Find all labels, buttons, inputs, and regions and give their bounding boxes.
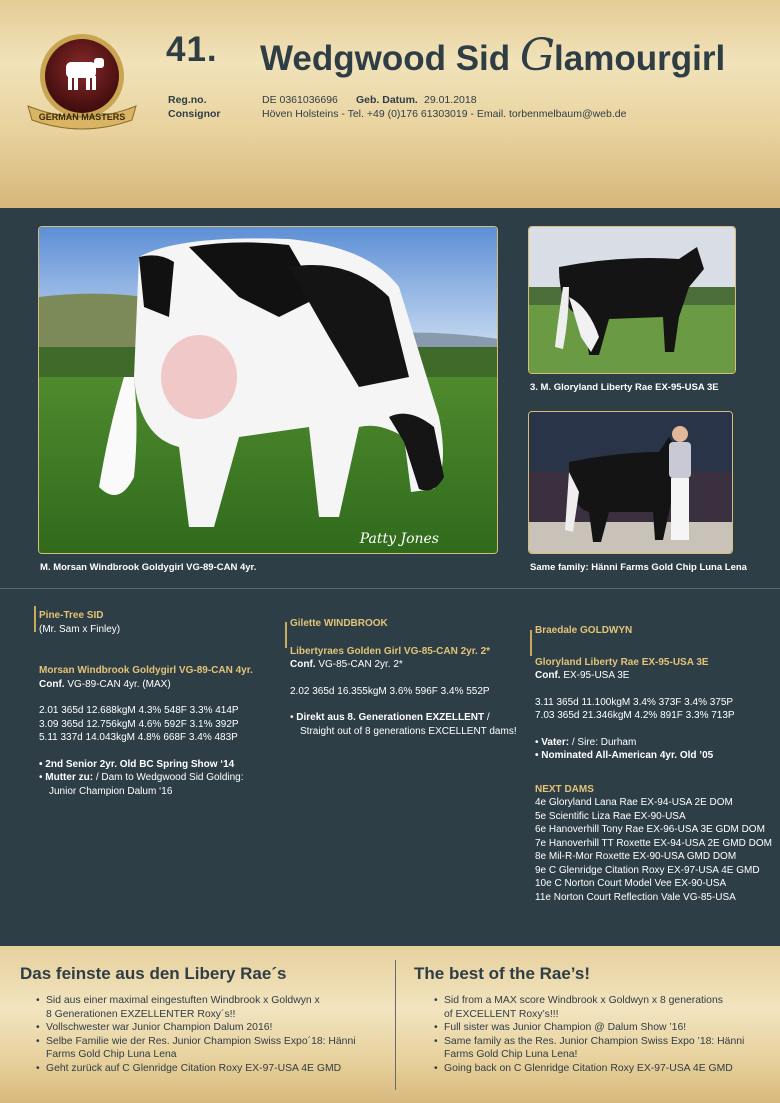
col2-bar bbox=[285, 622, 287, 648]
col3-bullet-2: • Nominated All-American 4yr. Old ’05 bbox=[535, 750, 714, 761]
col2-conf: Conf. VG-85-CAN 2yr. 2* bbox=[290, 659, 403, 670]
top-right-cow-photo bbox=[528, 226, 736, 374]
reg-value: DE 0361036696 bbox=[262, 94, 338, 106]
col1-lactation-1: 2.01 365d 12.688kgM 4.3% 548F 3.3% 414P bbox=[39, 705, 239, 716]
footer-left-item-1: • Sid aus einer maximal eingestuften Windbrook x Goldwyn x bbox=[36, 994, 386, 1008]
bottom-right-cow-photo bbox=[528, 411, 733, 554]
col3-bar bbox=[530, 630, 532, 656]
next-dam-6: 6e Hanoverhill Tony Rae EX-96-USA 3E GDM DOM bbox=[535, 824, 765, 835]
footer-right-item-3: • Same family as the Res. Junior Champion Swiss Expo ’18: Hänni bbox=[434, 1035, 774, 1049]
footer-right-item-1: • Sid from a MAX score Windbrook x Goldwyn x 8 generations bbox=[434, 994, 774, 1008]
consignor-value: Höven Holsteins - Tel. +49 (0)176 61303019 - Email. torbenmelbaum@web.de bbox=[262, 108, 627, 120]
col1-conf: Conf. VG-89-CAN 4yr. (MAX) bbox=[39, 678, 171, 690]
footer-right-item-2: • Full sister was Junior Champion @ Dalum Show ’16! bbox=[434, 1021, 774, 1035]
col1-sire-parents: (Mr. Sam x Finley) bbox=[39, 623, 121, 635]
birth-label: Geb. Datum. bbox=[356, 94, 418, 106]
next-dam-9: 9e C Glenridge Citation Roxy EX-97-USA 4E GMD bbox=[535, 864, 760, 876]
lot-number: 41. bbox=[166, 30, 218, 69]
col3-dam: Gloryland Liberty Rae EX-95-USA 3E bbox=[535, 656, 709, 668]
col1-bar bbox=[34, 606, 36, 632]
col3-conf: Conf. EX-95-USA 3E bbox=[535, 670, 630, 681]
footer-right-item-3-cont: Farms Gold Chip Luna Lena! bbox=[444, 1049, 578, 1060]
footer bbox=[0, 946, 780, 1103]
next-dam-11: 11e Norton Court Reflection Vale VG-85-USA bbox=[535, 891, 736, 903]
next-dam-8: 8e Mil-R-Mor Roxette EX-90-USA GMD DOM bbox=[535, 851, 737, 862]
main-cow-photo bbox=[38, 226, 498, 554]
footer-left-title: Das feinste aus den Libery Rae´s bbox=[20, 964, 287, 983]
col3-bullet-1: • Vater: / Sire: Durham bbox=[535, 736, 637, 748]
col1-bullet-1: • 2nd Senior 2yr. Old BC Spring Show ‘14 bbox=[39, 758, 235, 770]
footer-left-item-4: • Geht zurück auf C Glenridge Citation Roxy EX-97-USA 4E GMD bbox=[36, 1062, 386, 1076]
footer-left-item-3: • Selbe Familie wie der Res. Junior Champion Swiss Expo´18: Hänni bbox=[36, 1035, 386, 1049]
col3-lactation-2: 7.03 365d 21.346kgM 4.2% 891F 3.3% 713P bbox=[535, 710, 735, 721]
col2-bullet-1: • Direkt aus 8. Generationen EXZELLENT / bbox=[290, 712, 490, 723]
footer-left-item-1-cont: 8 Generationen EXZELLENTER Roxy´s!! bbox=[46, 1008, 236, 1020]
col1-bullet-2-cont: Junior Champion Dalum ‘16 bbox=[49, 785, 173, 797]
footer-right-item-1-cont: of EXCELLENT Roxy’s!!! bbox=[444, 1008, 559, 1020]
col1-dam: Morsan Windbrook Goldygirl VG-89-CAN 4yr. bbox=[39, 665, 253, 676]
top-right-caption: 3. M. Gloryland Liberty Rae EX-95-USA 3E bbox=[530, 382, 719, 393]
birth-value: 29.01.2018 bbox=[424, 94, 477, 106]
next-dam-4: 4e Gloryland Lana Rae EX-94-USA 2E DOM bbox=[535, 797, 733, 808]
pedigree-col3 bbox=[535, 624, 775, 904]
svg-text:GERMAN MASTERS: GERMAN MASTERS bbox=[38, 112, 126, 122]
col1-lactation-3: 5.11 337d 14.043kgM 4.8% 668F 3.4% 483P bbox=[39, 732, 238, 743]
footer-right-list bbox=[434, 994, 774, 1075]
col3-sire: Braedale GOLDWYN bbox=[535, 625, 633, 636]
german-masters-logo bbox=[22, 32, 142, 134]
main-photo-caption: M. Morsan Windbrook Goldygirl VG-89-CAN 4yr. bbox=[40, 562, 257, 573]
col2-bullet-1-cont: Straight out of 8 generations EXCELLENT dams! bbox=[300, 725, 517, 737]
consignor-label: Consignor bbox=[168, 108, 221, 120]
lot-title: Wedgwood Sid Glamourgirl bbox=[260, 30, 726, 81]
pedigree-col2 bbox=[290, 617, 530, 738]
col2-lactation-1: 2.02 365d 16.355kgM 3.6% 596F 3.4% 552P bbox=[290, 685, 490, 697]
next-dam-7: 7e Hanoverhill TT Roxette EX-94-USA 2E GMD DOM bbox=[535, 837, 772, 849]
footer-left-list bbox=[36, 994, 386, 1075]
col2-dam: Libertyraes Golden Girl VG-85-CAN 2yr. 2* bbox=[290, 645, 491, 657]
svg-text:Patty Jones: Patty Jones bbox=[359, 531, 439, 547]
next-dam-5: 5e Scientific Liza Rae EX-90-USA bbox=[535, 810, 686, 822]
header bbox=[0, 0, 780, 208]
footer-left-item-3-cont: Farms Gold Chip Luna Lena bbox=[46, 1049, 177, 1060]
footer-divider bbox=[395, 960, 396, 1090]
pedigree-col1 bbox=[39, 609, 279, 798]
footer-right-title: The best of the Rae’s! bbox=[414, 964, 591, 983]
footer-right-item-4: • Going back on C Glenridge Citation Roxy EX-97-USA 4E GMD bbox=[434, 1062, 774, 1076]
col1-lactation-2: 3.09 365d 12.756kgM 4.6% 592F 3.1% 392P bbox=[39, 718, 239, 730]
next-dam-10: 10e C Norton Court Model Vee EX-90-USA bbox=[535, 878, 727, 889]
col3-lactation-1: 3.11 365d 11.100kgM 3.4% 373F 3.4% 375P bbox=[535, 696, 734, 708]
reg-label: Reg.no. bbox=[168, 94, 207, 106]
bottom-right-caption: Same family: Hänni Farms Gold Chip Luna Lena bbox=[530, 562, 747, 573]
section-divider bbox=[0, 588, 780, 589]
col1-sire: Pine-Tree SID bbox=[39, 610, 104, 621]
footer-left-item-2: • Vollschwester war Junior Champion Dalum 2016! bbox=[36, 1021, 386, 1035]
next-dams-label: NEXT DAMS bbox=[535, 783, 594, 795]
col2-sire: Gilette WINDBROOK bbox=[290, 618, 388, 629]
col1-bullet-2: • Mutter zu: / Dam to Wedgwood Sid Golding: bbox=[39, 772, 244, 783]
